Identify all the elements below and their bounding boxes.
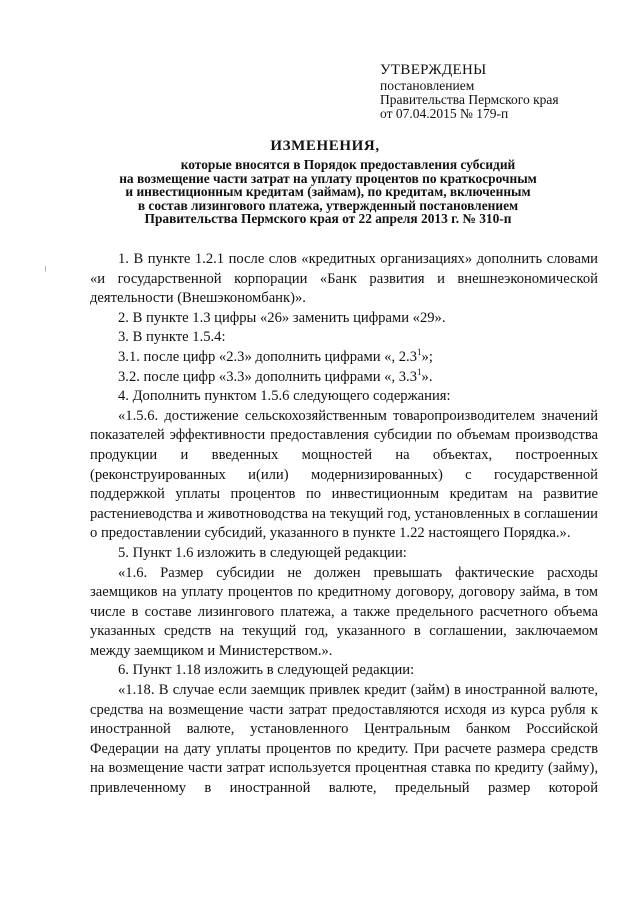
paragraph-3-2-superscript: 1 bbox=[417, 366, 422, 377]
margin-mark bbox=[45, 266, 46, 272]
subtitle-line-5: Правительства Пермского края от 22 апреля 2013 г. № 310-п bbox=[144, 211, 512, 227]
paragraph-5-content: «1.6. Размер субсидии не должен превышать фактические расходы заемщиков на уплату процентов по кредитному договору, договору займа, в том числе в составе лизингового платежа, а также предельного расчетного объема указанных средств на текущий год, указанного в соглашении, заключаемом между заемщиком и Министерством.». bbox=[90, 564, 598, 659]
paragraph-3: 3. В пункте 1.5.4: bbox=[118, 329, 226, 346]
approval-line-2: Правительства Пермского края bbox=[380, 92, 559, 107]
approval-line-3: от 07.04.2015 № 179-п bbox=[380, 106, 509, 121]
subtitle-line-1: которые вносятся в Порядок предоставления субсидий bbox=[180, 157, 516, 172]
paragraph-2: 2. В пункте 1.3 цифры «26» заменить цифрами «29». bbox=[118, 309, 446, 326]
document-subtitle bbox=[96, 158, 560, 226]
approval-stamp bbox=[380, 62, 630, 121]
paragraph-4-content: «1.5.6. достижение сельскохозяйственным товаропроизводителем значений показателей эффективности предоставления субсидии по объемам производства продукции и введенных мощностей на объектах, построенных (реконструированных и(или) модернизированных) с государственной поддержкой уплаты процентов по инвестиционным кредитам на развитие растениеводства и животноводства на текущий год, установленных в соглашении о предоставлении субсидий, указанного в пункте 1.22 настоящего Порядка.». bbox=[90, 407, 598, 542]
approval-line-1: постановлением bbox=[380, 78, 475, 93]
approval-heading: УТВЕРЖДЕНЫ bbox=[380, 62, 487, 78]
paragraph-3-1-superscript: 1 bbox=[417, 347, 422, 358]
document-body bbox=[90, 250, 598, 799]
document-title: ИЗМЕНЕНИЯ, bbox=[270, 138, 380, 154]
paragraph-6: 6. Пункт 1.18 изложить в следующей редакции: bbox=[118, 662, 415, 679]
paragraph-3-2 bbox=[90, 368, 598, 388]
paragraph-3-1-text: 3.1. после цифр «2.3» дополнить цифрами «, 2.3 bbox=[118, 348, 418, 365]
paragraph-3-2-end: ». bbox=[421, 368, 433, 385]
subtitle-line-2: на возмещение части затрат на уплату процентов по краткосрочным bbox=[119, 170, 537, 186]
paragraph-4: 4. Дополнить пунктом 1.5.6 следующего содержания: bbox=[118, 388, 451, 405]
paragraph-6-content: «1.18. В случае если заемщик привлек кредит (займ) в иностранной валюте, средства на возмещение части затрат предоставляются исходя из курса рубля к иностранной валюте, установленного Центральным банком Российской Федерации на дату уплаты процентов по кредиту. При расчете размера средств на возмещение части затрат используется процентная ставка по кредиту (займу), привлеченному в иностранной валюте, предельный размер которой bbox=[90, 682, 598, 797]
paragraph-3-2-text: 3.2. после цифр «3.3» дополнить цифрами «, 3.3 bbox=[118, 368, 418, 385]
paragraph-3-1-end: »; bbox=[421, 348, 433, 365]
paragraph-5: 5. Пункт 1.6 изложить в следующей редакции: bbox=[118, 544, 407, 561]
paragraph-3-1 bbox=[90, 348, 598, 368]
paragraph-1: 1. В пункте 1.2.1 после слов «кредитных организациях» дополнить словами «и государственной корпорации «Банк развития и внешнеэкономической деятельности (Внешэкономбанк)». bbox=[90, 251, 598, 307]
subtitle-line-3: и инвестиционным кредитам (займам), по кредитам, включенным bbox=[125, 184, 531, 200]
subtitle-line-4: в состав лизингового платежа, утвержденный постановлением bbox=[137, 197, 519, 213]
